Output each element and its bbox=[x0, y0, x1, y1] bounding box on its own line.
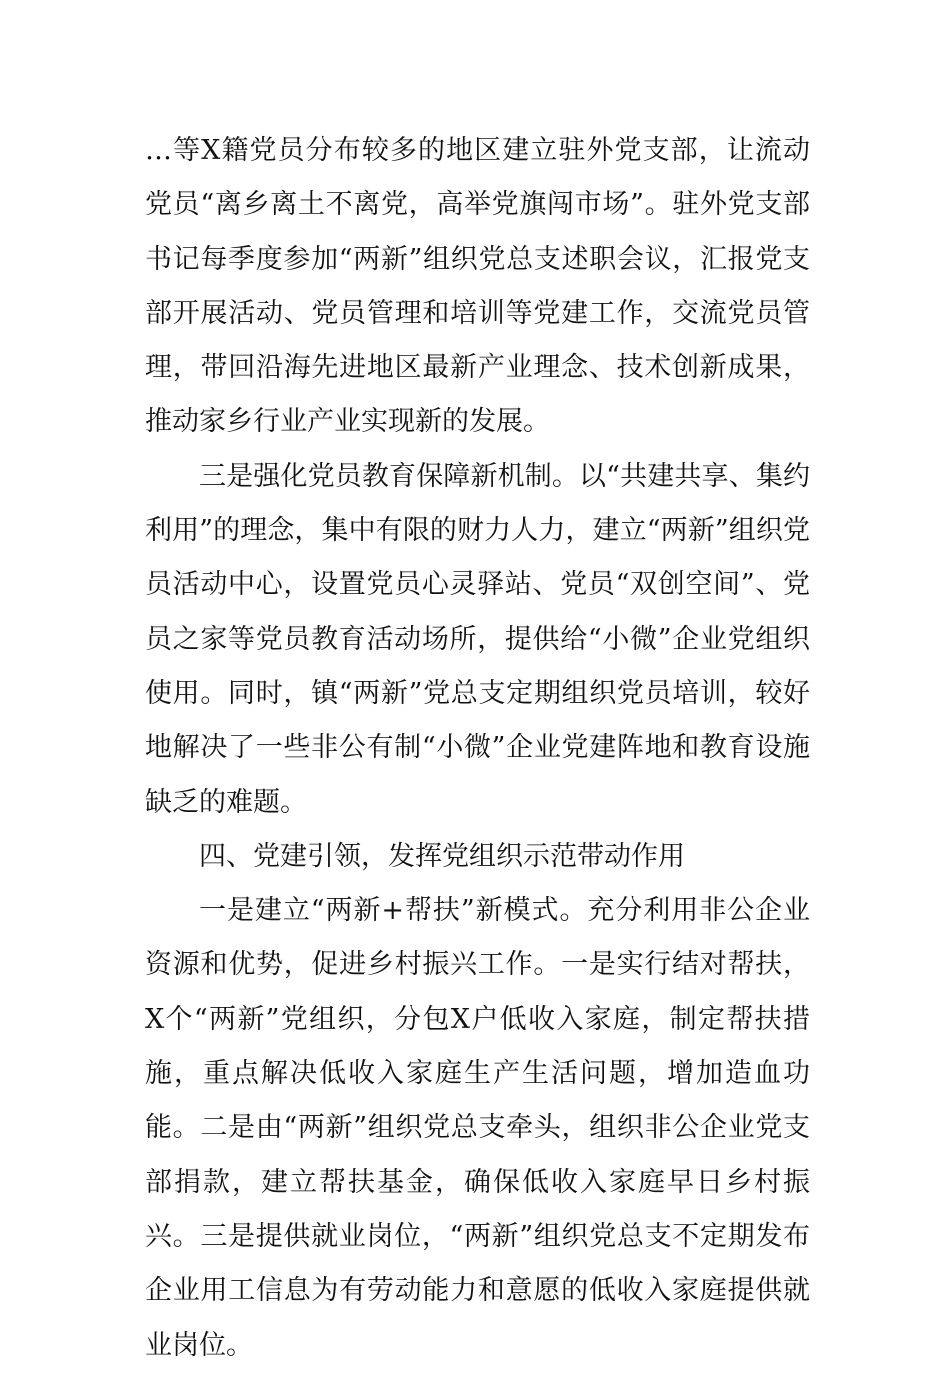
paragraph-point-one: 一是建立“两新+帮扶”新模式。充分利用非公企业资源和优势，促进乡村振兴工作。一是实行结对帮扶，X个“两新”党组织，分包X户低收入家庭，制定帮扶措施，重点解决低收入家庭生产生活问题，增加造血功能。二是由“两新”组织党总支牵头，组织非公企业党支部捐款，建立帮扶基金，确保低收入家庭早日乡村振兴。三是提供就业岗位，“两新”组织党总支不定期发布企业用工信息为有劳动能力和意愿的低收入家庭提供就业岗位。 bbox=[145, 895, 810, 1361]
document-body bbox=[145, 124, 810, 1373]
section-heading: 四、党建引领，发挥党组织示范带动作用 bbox=[199, 840, 685, 872]
paragraph-continuation: …等X籍党员分布较多的地区建立驻外党支部，让流动党员“离乡离土不离党，高举党旗闯市场”。驻外党支部书记每季度参加“两新”组织党总支述职会议，汇报党支部开展活动、党员管理和培训等党建工作，交流党员管理，带回沿海先进地区最新产业理念、技术创新成果，推动家乡行业产业实现新的发展。 bbox=[145, 135, 810, 438]
paragraph-point-three: 三是强化党员教育保障新机制。以“共建共享、集约利用”的理念，集中有限的财力人力，建立“两新”组织党员活动中心，设置党员心灵驿站、党员“双创空间”、党员之家等党员教育活动场所，提供给“小微”企业党组织使用。同时，镇“两新”党总支定期组织党员培训，较好地解决了一些非公有制“小微”企业党建阵地和教育设施缺乏的难题。 bbox=[145, 460, 810, 818]
